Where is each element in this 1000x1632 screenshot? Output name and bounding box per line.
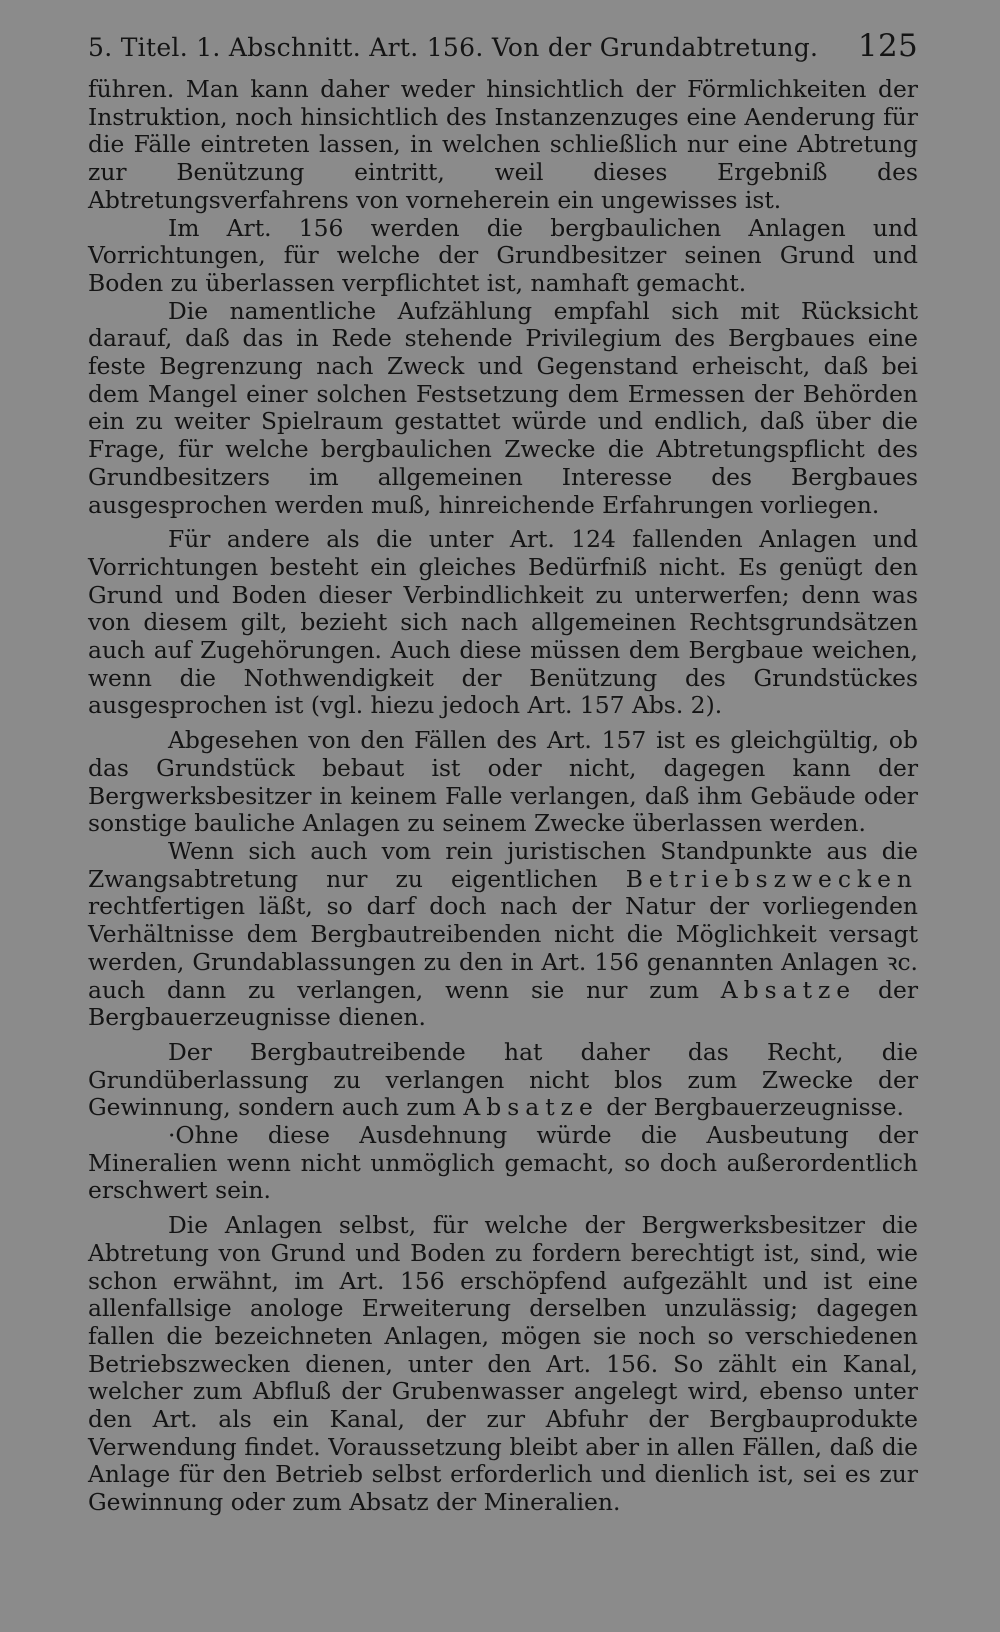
paragraph: führen. Man kann daher weder hinsichtlich der Förmlichkeiten der Instruktion, noch hinsichtlich des Instanzenzuges eine Aenderung für die Fälle eintreten lassen, in welchen schließlich nur eine Abtretung zur Benützung eintritt, weil dieses Ergebniß des Abtretungsverfahrens von vorneherein ein ungewisses ist. (88, 75, 918, 214)
emphasized-term: Absatze (720, 975, 857, 1004)
book-page (88, 28, 918, 1517)
paragraph: Die namentliche Aufzählung empfahl sich mit Rücksicht darauf, daß das in Rede stehende Privilegium des Bergbaues eine feste Begrenzung nach Zweck und Gegenstand erheischt, daß bei dem Mangel einer solchen Festsetzung dem Ermessen der Behörden ein zu weiter Spielraum gestattet würde und endlich, daß über die Frage, für welche bergbaulichen Zwecke die Abtretungspflicht des Grundbesitzers im allgemeinen Interesse des Bergbaues ausgesprochen werden muß, hinreichende Erfahrungen vorliegen. (88, 296, 918, 519)
paragraph (88, 1039, 918, 1122)
paragraph: Für andere als die unter Art. 124 fallenden Anlagen und Vorrichtungen besteht ein gleiches Bedürfniß nicht. Es genügt den Grund und Boden dieser Verbindlichkeit zu unterwerfen; denn was von diesem gilt, bezieht sich nach allgemeinen Rechtsgrundsätzen auch auf Zugehörungen. Auch diese müssen dem Bergbaue weichen, wenn die Nothwendigkeit der Benützung des Grundstückes ausgesprochen ist (vgl. hiezu jedoch Art. 157 Abs. 2). (88, 525, 918, 720)
text-run: Der Bergbautreibende hat daher das Recht, die Grundüberlassung zu verlangen nicht blos zum Zwecke der Gewinnung, sondern auch zum (88, 1037, 918, 1122)
paragraph: Abgesehen von den Fällen des Art. 157 ist es gleichgültig, ob das Grundstück bebaut ist oder nicht, dagegen kann der Bergwerksbesitzer in keinem Falle verlangen, daß ihm Gebäude oder sonstige bauliche Anlagen zu seinem Zwecke überlassen werden. (88, 726, 918, 838)
paragraph: Im Art. 156 werden die bergbaulichen Anlagen und Vorrichtungen, für welche der Grundbesitzer seinen Grund und Boden zu überlassen verpflichtet ist, namhaft gemacht. (88, 213, 918, 297)
running-head-title: 5. Titel. 1. Abschnitt. Art. 156. Von der Grundabtretung. (88, 33, 819, 62)
text-run: rechtfertigen läßt, so darf doch nach der Natur der vorliegenden Verhältnisse dem Bergbautreibenden nicht die Möglichkeit versagt werden, Grundablassungen zu den in Art. 156 genannten Anlagen ꝛc. auch dann zu verlangen, wenn sie nur zum (88, 892, 918, 1004)
text-run: der Bergbauerzeugnisse. (598, 1093, 904, 1122)
text-run: Wenn sich auch vom rein juristischen Standpunkte aus die Zwangsabtretung nur zu eigentlichen (88, 836, 918, 893)
paragraph: ·Ohne diese Ausdehnung würde die Ausbeutung der Mineralien wenn nicht unmöglich gemacht, so doch außerordentlich erschwert sein. (88, 1121, 918, 1205)
emphasized-term: Betriebszwecken (625, 864, 918, 893)
paragraph: Die Anlagen selbst, für welche der Bergwerksbesitzer die Abtretung von Grund und Boden zu fordern berechtigt ist, sind, wie schon erwähnt, im Art. 156 erschöpfend aufgezählt und ist eine allenfallsige anologe Erweiterung derselben unzulässig; dagegen fallen die bezeichneten Anlagen, mögen sie noch so verschiedenen Betriebszwecken dienen, unter den Art. 156. So zählt ein Kanal, welcher zum Abfluß der Grubenwasser angelegt wird, ebenso unter den Art. als ein Kanal, der zur Abfuhr der Bergbauprodukte Verwendung findet. Voraussetzung bleibt aber in allen Fällen, daß die Anlage für den Betrieb selbst erforderlich und dienlich ist, sei es zur Gewinnung oder zum Absatz der Mineralien. (88, 1211, 918, 1517)
running-head (88, 28, 918, 64)
paragraph (88, 838, 918, 1032)
page-number: 125 (857, 28, 918, 64)
body-text (88, 76, 918, 1517)
text-run: der Bergbauerzeugnisse dienen. (88, 975, 918, 1032)
emphasized-term: Absatze (463, 1093, 599, 1122)
